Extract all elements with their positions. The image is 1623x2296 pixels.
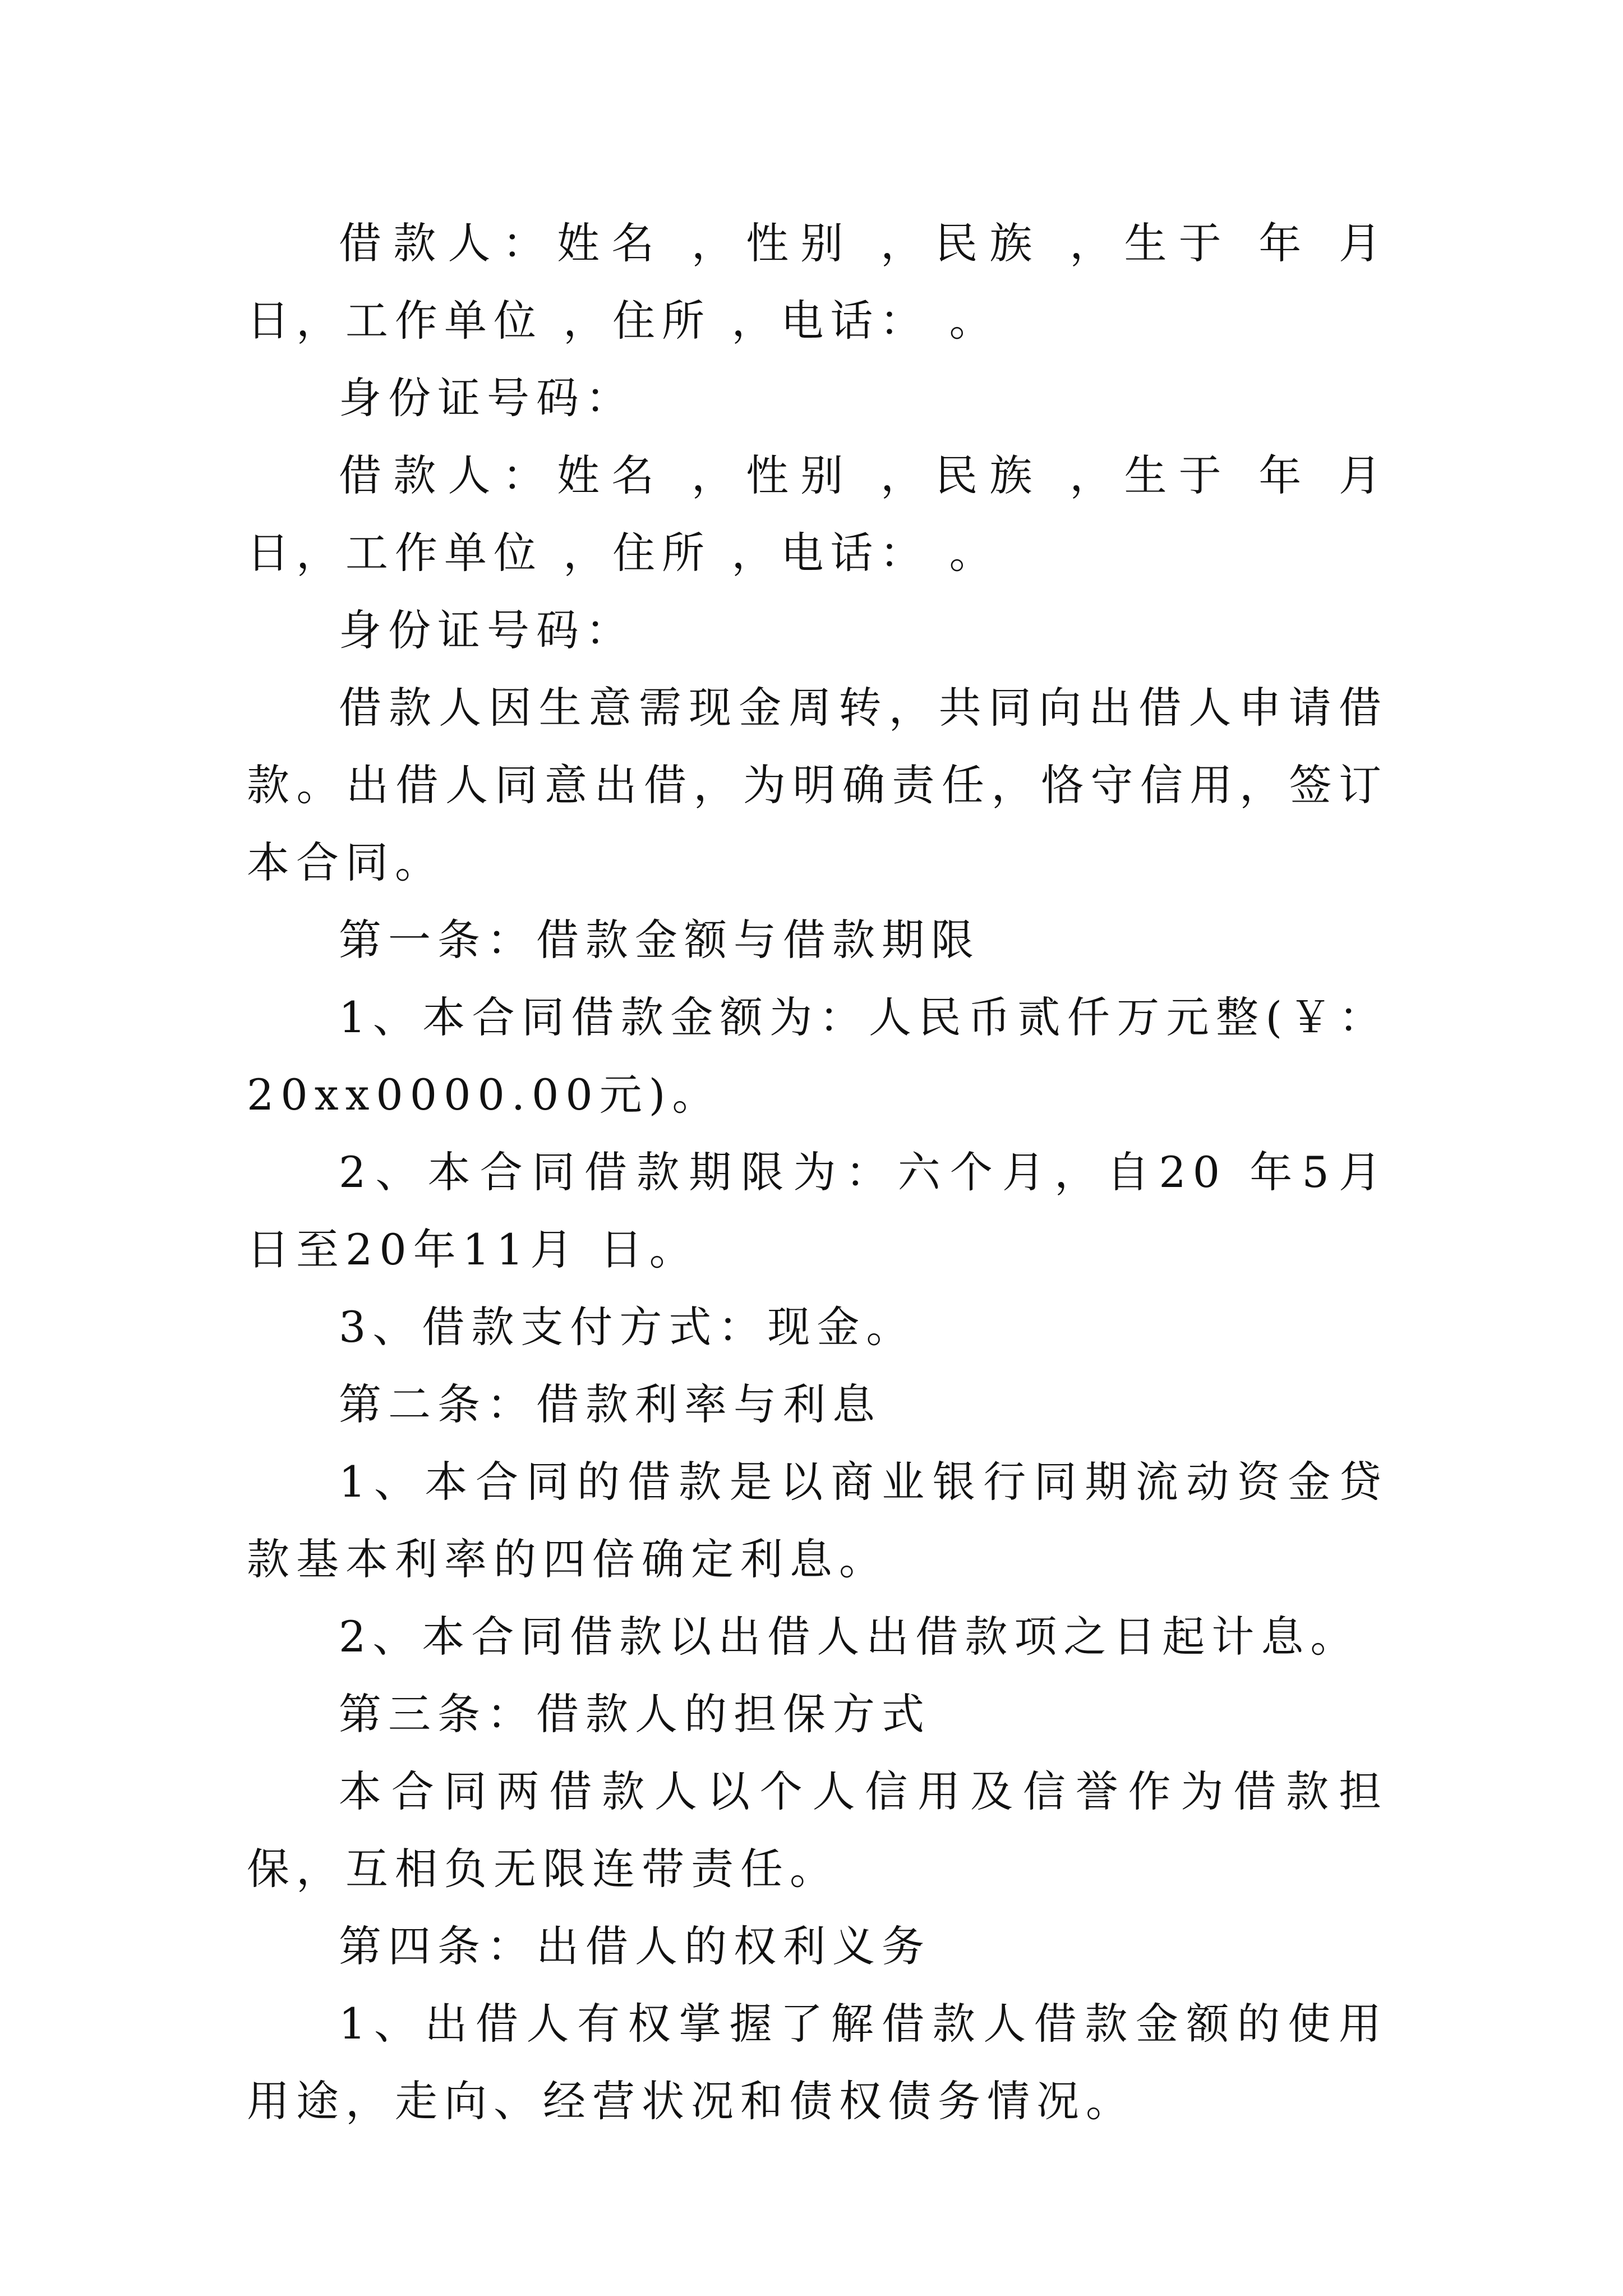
article-2-item-2: 2、本合同借款以出借人出借款项之日起计息。 xyxy=(339,1612,1360,1662)
contract-body xyxy=(247,205,1388,2140)
article-1-item-3: 3、借款支付方式：现金。 xyxy=(339,1302,916,1352)
loan-purpose-paragraph: 借款人因生意需现金周转，共同向出借人申请借款。出借人同意出借，为明确责任，恪守信用，签订本合同。 xyxy=(247,683,1388,887)
article-1-heading: 第一条：借款金额与借款期限 xyxy=(339,915,980,965)
article-3-paragraph: 本合同两借款人以个人信用及信誉作为借款担保，互相负无限连带责任。 xyxy=(247,1766,1388,1894)
article-4-heading: 第四条：出借人的权利义务 xyxy=(339,1921,931,1971)
borrower-1-id-number: 身份证号码： xyxy=(339,373,635,423)
article-4-item-1: 1、出借人有权掌握了解借款人借款金额的使用用途，走向、经营状况和债权债务情况。 xyxy=(247,1999,1388,2126)
borrower-2-id-number: 身份证号码： xyxy=(339,605,635,655)
borrower-1-info: 借款人：姓名 ，性别 ，民族 ，生于 年 月 日，工作单位 ，住所 ，电话： 。 xyxy=(247,218,1388,346)
article-3-heading: 第三条：借款人的担保方式 xyxy=(339,1689,931,1739)
article-2-item-1: 1、本合同的借款是以商业银行同期流动资金贷款基本利率的四倍确定利息。 xyxy=(247,1457,1388,1584)
article-2-heading: 第二条：借款利率与利息 xyxy=(339,1379,882,1429)
article-1-item-1: 1、本合同借款金额为：人民币贰仟万元整(￥：20xx0000.00元)。 xyxy=(247,992,1388,1120)
article-1-item-2: 2、本合同借款期限为：六个月，自20 年5月 日至20年11月 日。 xyxy=(247,1147,1388,1274)
borrower-2-info: 借款人：姓名 ，性别 ，民族 ，生于 年 月 日，工作单位 ，住所 ，电话： 。 xyxy=(247,450,1388,578)
